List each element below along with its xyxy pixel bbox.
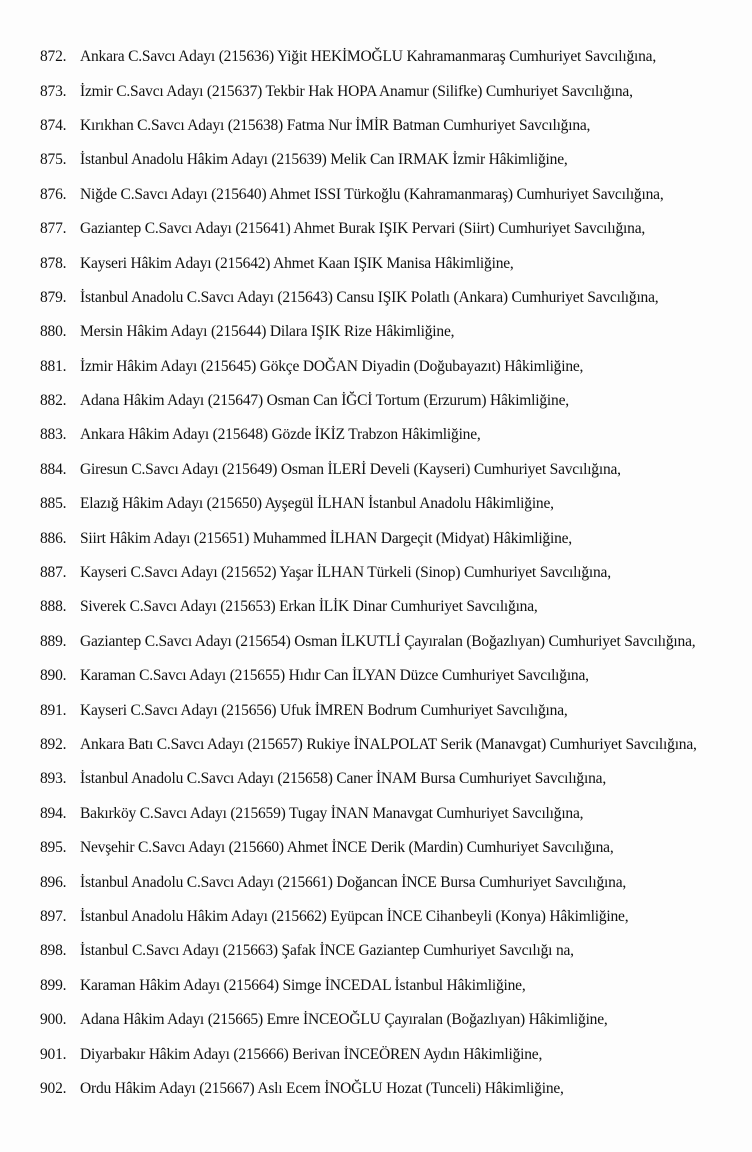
- item-text: Ordu Hâkim Adayı (215667) Aslı Ecem İNOĞLU Hozat (Tunceli) Hâkimliğine,: [80, 1079, 564, 1097]
- item-number: 901.: [40, 1045, 67, 1063]
- item-number: 888.: [40, 598, 67, 616]
- item-number: 893.: [40, 770, 67, 788]
- list-item: [40, 246, 740, 280]
- item-number: 876.: [40, 185, 67, 203]
- list-item: [40, 418, 740, 452]
- list-item: [40, 212, 740, 246]
- item-text: Niğde C.Savcı Adayı (215640) Ahmet ISSI Türkoğlu (Kahramanmaraş) Cumhuriyet Savcılığına,: [80, 185, 664, 203]
- item-text: İstanbul C.Savcı Adayı (215663) Şafak İNCE Gaziantep Cumhuriyet Savcılığı na,: [80, 942, 574, 960]
- list-item: [40, 1003, 740, 1037]
- list-item: [40, 74, 740, 108]
- item-number: 878.: [40, 254, 67, 272]
- list-item: [40, 40, 740, 74]
- item-text: Adana Hâkim Adayı (215665) Emre İNCEOĞLU Çayıralan (Boğazlıyan) Hâkimliğine,: [80, 1011, 608, 1029]
- list-item: [40, 281, 740, 315]
- item-number: 891.: [40, 701, 67, 719]
- item-number: 887.: [40, 564, 67, 582]
- list-item: [40, 178, 740, 212]
- item-text: İstanbul Anadolu C.Savcı Adayı (215661) Doğancan İNCE Bursa Cumhuriyet Savcılığına,: [80, 873, 627, 891]
- list-item: [40, 109, 740, 143]
- item-text: İstanbul Anadolu Hâkim Adayı (215662) Eyüpcan İNCE Cihanbeyli (Konya) Hâkimliğine,: [80, 907, 629, 925]
- list-item: [40, 934, 740, 968]
- list-item: [40, 315, 740, 349]
- list-item: [40, 659, 740, 693]
- item-text: Bakırköy C.Savcı Adayı (215659) Tugay İNAN Manavgat Cumhuriyet Savcılığına,: [80, 804, 584, 822]
- list-item: [40, 969, 740, 1003]
- list-item: [40, 762, 740, 796]
- list-item: [40, 384, 740, 418]
- item-number: 896.: [40, 873, 67, 891]
- item-text: Kayseri C.Savcı Adayı (215652) Yaşar İLHAN Türkeli (Sinop) Cumhuriyet Savcılığına,: [80, 564, 611, 582]
- item-text: Siverek C.Savcı Adayı (215653) Erkan İLİK Dinar Cumhuriyet Savcılığına,: [80, 598, 538, 616]
- item-text: Siirt Hâkim Adayı (215651) Muhammed İLHAN Dargeçit (Midyat) Hâkimliğine,: [80, 529, 572, 547]
- item-text: Ankara C.Savcı Adayı (215636) Yiğit HEKİMOĞLU Kahramanmaraş Cumhuriyet Savcılığına,: [80, 48, 657, 66]
- appointment-list: [40, 40, 740, 1106]
- list-item: [40, 831, 740, 865]
- item-number: 898.: [40, 942, 67, 960]
- item-text: Giresun C.Savcı Adayı (215649) Osman İLERİ Develi (Kayseri) Cumhuriyet Savcılığına,: [80, 460, 621, 478]
- item-text: İstanbul Anadolu Hâkim Adayı (215639) Melik Can IRMAK İzmir Hâkimliğine,: [80, 151, 568, 169]
- list-item: [40, 625, 740, 659]
- item-number: 886.: [40, 529, 67, 547]
- item-text: İzmir C.Savcı Adayı (215637) Tekbir Hak HOPA Anamur (Silifke) Cumhuriyet Savcılığına,: [80, 82, 633, 100]
- list-item: [40, 1072, 740, 1106]
- item-number: 902.: [40, 1079, 67, 1097]
- item-number: 897.: [40, 907, 67, 925]
- item-number: 900.: [40, 1011, 67, 1029]
- item-text: Gaziantep C.Savcı Adayı (215654) Osman İLKUTLİ Çayıralan (Boğazlıyan) Cumhuriyet Savcılığına,: [80, 632, 696, 650]
- item-number: 874.: [40, 116, 67, 134]
- item-number: 889.: [40, 632, 67, 650]
- item-text: Elazığ Hâkim Adayı (215650) Ayşegül İLHAN İstanbul Anadolu Hâkimliğine,: [80, 495, 554, 513]
- item-number: 884.: [40, 460, 67, 478]
- item-text: Diyarbakır Hâkim Adayı (215666) Berivan İNCEÖREN Aydın Hâkimliğine,: [80, 1045, 543, 1063]
- item-text: Kırıkhan C.Savcı Adayı (215638) Fatma Nur İMİR Batman Cumhuriyet Savcılığına,: [80, 116, 591, 134]
- item-text: Gaziantep C.Savcı Adayı (215641) Ahmet Burak IŞIK Pervari (Siirt) Cumhuriyet Savcılığına,: [80, 220, 646, 238]
- item-text: Ankara Hâkim Adayı (215648) Gözde İKİZ Trabzon Hâkimliğine,: [80, 426, 481, 444]
- item-text: Karaman Hâkim Adayı (215664) Simge İNCEDAL İstanbul Hâkimliğine,: [80, 976, 526, 994]
- item-number: 872.: [40, 48, 67, 66]
- item-text: Ankara Batı C.Savcı Adayı (215657) Rukiye İNALPOLAT Serik (Manavgat) Cumhuriyet Savcılığına,: [80, 736, 697, 753]
- item-text: İzmir Hâkim Adayı (215645) Gökçe DOĞAN Diyadin (Doğubayazıt) Hâkimliğine,: [80, 357, 584, 375]
- list-item: [40, 143, 740, 177]
- list-item: [40, 453, 740, 487]
- list-item: [40, 728, 740, 762]
- list-item: [40, 865, 740, 899]
- item-number: 877.: [40, 220, 67, 238]
- item-text: Kayseri C.Savcı Adayı (215656) Ufuk İMREN Bodrum Cumhuriyet Savcılığına,: [80, 701, 568, 719]
- item-number: 883.: [40, 426, 67, 444]
- list-item: [40, 797, 740, 831]
- item-text: Kayseri Hâkim Adayı (215642) Ahmet Kaan IŞIK Manisa Hâkimliğine,: [80, 254, 514, 272]
- item-number: 885.: [40, 495, 67, 513]
- item-number: 894.: [40, 804, 67, 822]
- item-number: 881.: [40, 357, 67, 375]
- item-text: İstanbul Anadolu C.Savcı Adayı (215643) Cansu IŞIK Polatlı (Ankara) Cumhuriyet Savcılığına,: [80, 288, 659, 306]
- item-text: Karaman C.Savcı Adayı (215655) Hıdır Can İLYAN Düzce Cumhuriyet Savcılığına,: [80, 667, 589, 685]
- list-item: [40, 1037, 740, 1071]
- list-item: [40, 693, 740, 727]
- item-number: 880.: [40, 323, 67, 341]
- item-number: 882.: [40, 392, 67, 410]
- list-item: [40, 350, 740, 384]
- item-text: Adana Hâkim Adayı (215647) Osman Can İĞCİ Tortum (Erzurum) Hâkimliğine,: [80, 392, 569, 410]
- item-number: 892.: [40, 736, 67, 753]
- list-item: [40, 556, 740, 590]
- item-number: 890.: [40, 667, 67, 685]
- list-item: [40, 900, 740, 934]
- list-item: [40, 521, 740, 555]
- item-number: 879.: [40, 288, 67, 306]
- item-text: Mersin Hâkim Adayı (215644) Dilara IŞIK Rize Hâkimliğine,: [80, 323, 455, 341]
- item-number: 873.: [40, 82, 67, 100]
- item-text: İstanbul Anadolu C.Savcı Adayı (215658) Caner İNAM Bursa Cumhuriyet Savcılığına,: [80, 770, 606, 788]
- item-number: 899.: [40, 976, 67, 994]
- list-item: [40, 487, 740, 521]
- item-number: 895.: [40, 839, 67, 857]
- list-item: [40, 590, 740, 624]
- item-text: Nevşehir C.Savcı Adayı (215660) Ahmet İNCE Derik (Mardin) Cumhuriyet Savcılığına,: [80, 839, 614, 857]
- item-number: 875.: [40, 151, 67, 169]
